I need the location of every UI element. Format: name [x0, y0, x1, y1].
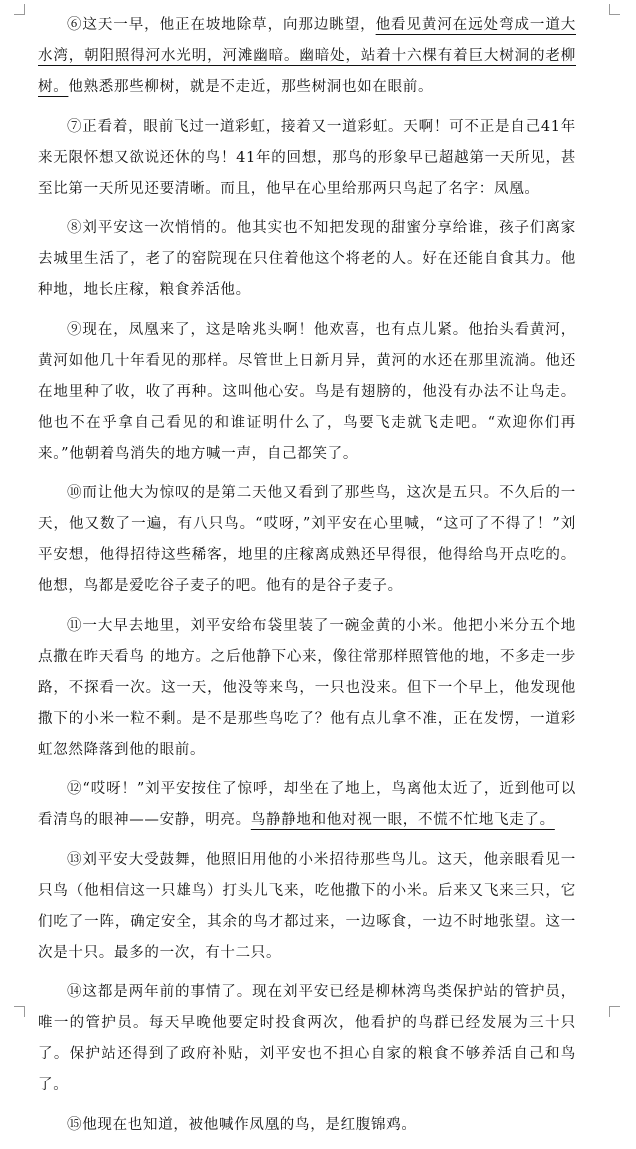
crop-mark-top-left — [14, 4, 25, 15]
paragraph-6-underlined: 他看见黄河在远处弯成一道大水湾，朝阳照得河水光明，河滩幽暗。幽暗处，站着十六棵有着巨大树洞的老柳树。 — [38, 17, 576, 95]
paragraph-11-text: ⑪一大早去地里，刘平安给布袋里装了一碗金黄的小米。他把小米分五个地点撒在昨天看鸟 的地方。之后他静下心来，像往常那样照管他的地，不多走一步路，不探看一次。这一天，他没等来鸟，一只也没来。但下一个早上，他发现他撒下的小米一粒不剩。是不是那些鸟吃了？他有点儿拿不准，正在发愣，一道彩虹忽然降落到他的眼前。 — [38, 617, 576, 758]
paragraph-6-text: ⑥这天一早，他正在坡地除草，向那边眺望， — [67, 17, 376, 33]
paragraph-10-text: ⑩而让他大为惊叹的是第二天他又看到了那些鸟，这次是五只。不久后的一天，他又数了一遍，有八只鸟。“哎呀，”刘平安在心里喊，“这可了不得了！”刘平安想，他得招待这些稀客，地里的庄稼离成熟还早得很，他得给鸟开点吃的。他想，鸟都是爱吃谷子麦子的吧。他有的是谷子麦子。 — [38, 485, 576, 594]
paragraph-13 — [38, 845, 576, 969]
paragraph-10 — [38, 478, 576, 602]
paragraph-12-underlined: 鸟静静地和他对视一眼，不慌不忙地飞走了。 — [250, 812, 555, 828]
paragraph-6-text-end: 他熟悉那些柳树，就是不走近，那些树洞也如在眼前。 — [68, 79, 434, 95]
paragraph-7-text: ⑦正看着，眼前飞过一道彩虹，接着又一道彩虹。天啊！可不正是自己41年来无限怀想又欲说还休的鸟！41年的回想，那鸟的形象早已超越第一天所见，甚至比第一天所见还要清晰。而且，他早在心里给那两只鸟起了名字：凤凰。 — [38, 118, 576, 197]
crop-mark-bottom-left — [14, 1006, 25, 1017]
document-page — [38, 10, 576, 1149]
paragraph-8 — [38, 213, 576, 306]
paragraph-15 — [38, 1110, 576, 1141]
crop-mark-bottom-right — [609, 1006, 620, 1017]
paragraph-9 — [38, 315, 576, 470]
paragraph-12 — [38, 774, 576, 836]
paragraph-9-text: ⑨现在，凤凰来了，这是啥兆头啊！他欢喜，也有点儿紧。他抬头看黄河，黄河如他几十年看见的那样。尽管世上日新月异，黄河的水还在那里流淌。他还在地里种了收，收了再种。这叫他心安。鸟是有翅膀的，他没有办法不让鸟走。他也不在乎拿自己看见的和谁证明什么了，鸟要飞走就飞走吧。“欢迎你们再来。”他朝着鸟消失的地方喊一声，自己都笑了。 — [38, 321, 576, 462]
paragraph-6 — [38, 10, 576, 103]
paragraph-13-text: ⑬刘平安大受鼓舞，他照旧用他的小米招待那些鸟儿。这天，他亲眼看见一只鸟（他相信这一只雄鸟）打头儿飞来，吃他撒下的小米。后来又飞来三只，它们吃了一阵，确定安全，其余的鸟才都过来，一边啄食，一边不时地张望。这一次是十只。最多的一次，有十二只。 — [38, 851, 576, 961]
paragraph-8-text: ⑧刘平安这一次悄悄的。他其实也不知把发现的甜蜜分享给谁，孩子们离家去城里生活了，老了的窑院现在只住着他这个将老的人。好在还能自食其力。他种地，地长庄稼，粮食养活他。 — [38, 220, 576, 298]
paragraph-11 — [38, 611, 576, 766]
paragraph-7 — [38, 112, 576, 205]
paragraph-14 — [38, 977, 576, 1101]
paragraph-12-text: ⑫“哎呀！”刘平安按住了惊呼，却坐在了地上，鸟离他太近了，近到他可以看清鸟的眼神——安静，明亮。 — [38, 781, 576, 828]
paragraph-14-text: ⑭这都是两年前的事情了。现在刘平安已经是柳林湾鸟类保护站的管护员，唯一的管护员。每天早晚他要定时投食两次，他看护的鸟群已经发展为三十只了。保护站还得到了政府补贴，刘平安也不担心自家的粮食不够养活自己和鸟了。 — [38, 984, 576, 1093]
paragraph-15-text: ⑮他现在也知道，被他喊作凤凰的鸟，是红腹锦鸡。 — [67, 1116, 417, 1133]
crop-mark-top-right — [609, 4, 620, 15]
